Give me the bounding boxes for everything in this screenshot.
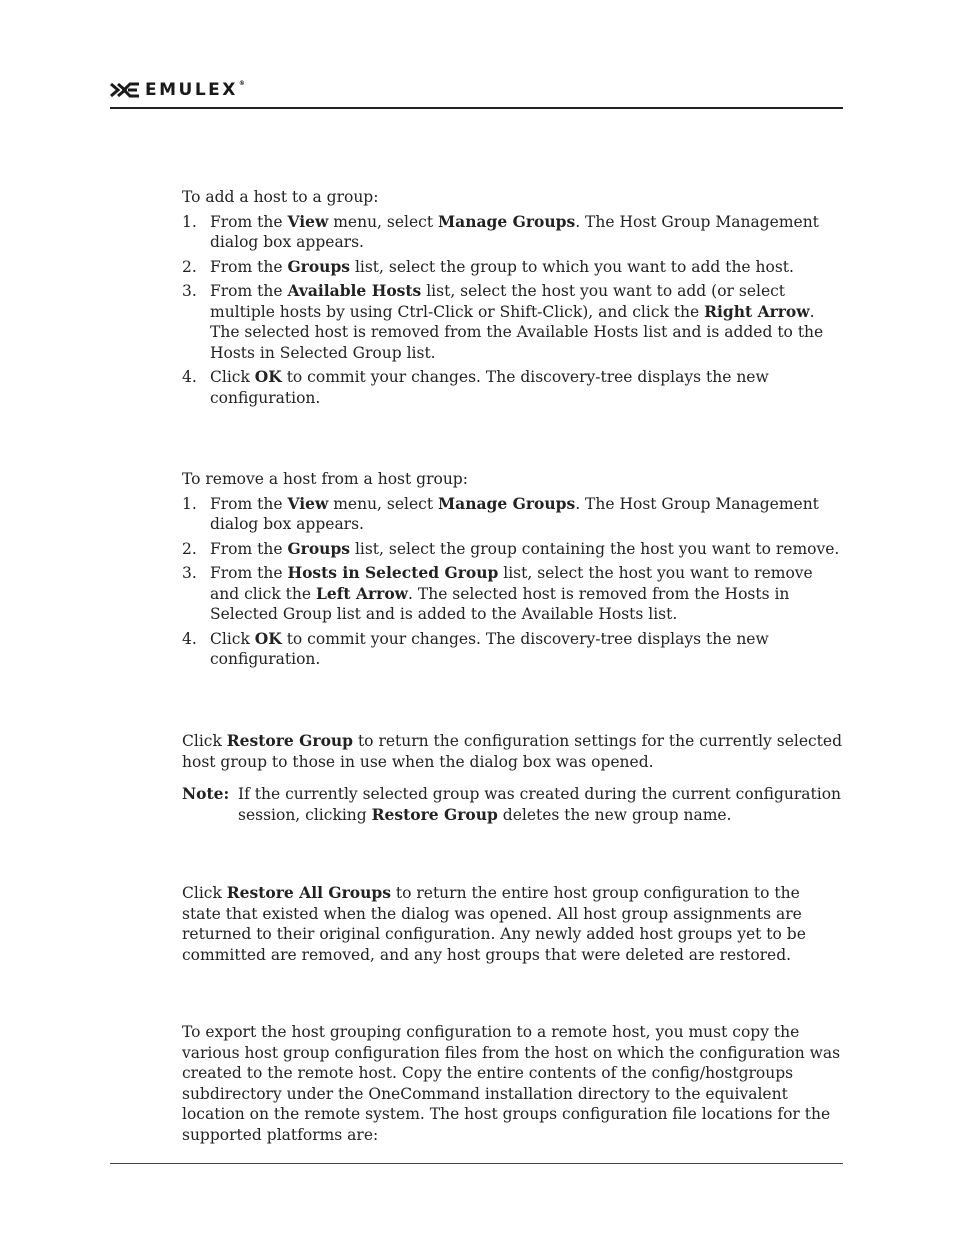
note-text: If the currently selected group was created during the current configuration session, clicking Restore Group deletes the new group name.: [238, 785, 842, 824]
remove-intro: To remove a host from a host group:: [182, 470, 468, 488]
export-paragraph: To export the host grouping configuration to a remote host, you must copy the various host group configuration files from the host on which the configuration was created to the remote host. Copy the entire contents of the config/hostgroups subdirectory under the OneCommand installation directory to the equivalent location on the remote system. The host groups configuration file locations for the supported platforms are:: [182, 1023, 841, 1144]
restore-paragraph: Click Restore Group to return the configuration settings for the currently selected host group to those in use when the dialog box was opened.: [182, 731, 843, 771]
remove-host-section: [182, 469, 842, 670]
list-item: 3. From the Available Hosts list, select the host you want to add (or select multiple hosts by using Ctrl-Click or Shift-Click), and click the Right Arrow. The selected host is removed from the Available Hosts list and is added to the Hosts in Selected Group list.: [182, 281, 824, 362]
list-item: 2. From the Groups list, select the group containing the host you want to remove.: [182, 538, 840, 558]
restore-group-section: [182, 731, 842, 825]
list-item: 1. From the View menu, select Manage Groups. The Host Group Management dialog box appears.: [182, 493, 819, 533]
list-item: 4. Click OK to commit your changes. The discovery-tree displays the new configuration.: [182, 367, 769, 407]
export-section: [182, 1022, 842, 1145]
footer-rule: [110, 1163, 843, 1164]
remove-steps-list: [182, 494, 842, 670]
list-item: 1. From the View menu, select Manage Groups. The Host Group Management dialog box appears.: [182, 211, 819, 251]
list-item: 2. From the Groups list, select the group to which you want to add the host.: [182, 256, 794, 276]
add-host-section: [182, 187, 842, 408]
list-item: 3. From the Hosts in Selected Group list, select the host you want to remove and click the Left Arrow. The selected host is removed from the Hosts in Selected Group list and is added to the Available Hosts list.: [182, 563, 813, 623]
restore-note: [182, 784, 842, 825]
emulex-logo: [110, 80, 247, 100]
restore-all-section: [182, 883, 842, 965]
restore-all-paragraph: Click Restore All Groups to return the entire host group configuration to the state that existed when the dialog was opened. All host group assignments are returned to their original configuration. Any newly added host groups yet to be committed are removed, and any host groups that were deleted are restored.: [182, 883, 806, 964]
emulex-mark-icon: [110, 82, 140, 98]
list-item: 4. Click OK to commit your changes. The discovery-tree displays the new configuration.: [182, 628, 769, 668]
note-label: Note:: [182, 784, 230, 803]
header-rule: [110, 107, 843, 109]
logo-text: EMULEX®: [145, 80, 248, 100]
add-intro: To add a host to a group:: [182, 188, 379, 206]
add-steps-list: [182, 212, 842, 409]
